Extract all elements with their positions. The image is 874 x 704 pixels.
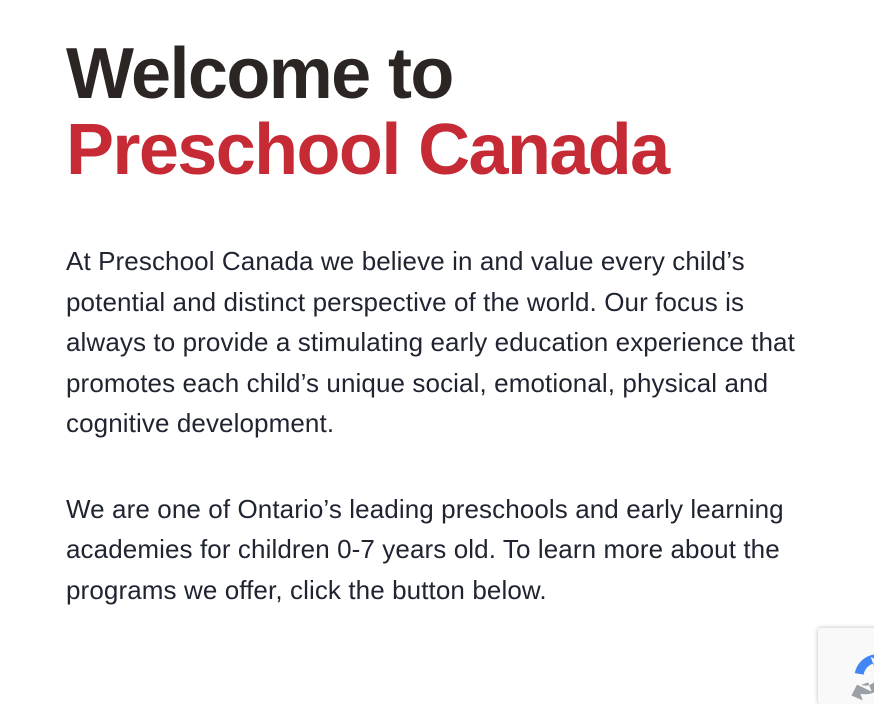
intro-paragraph-one: At Preschool Canada we believe in and value every child’s potential and distinct perspective of the world. Our focus is always to provide a stimulating early education experience that promotes each child’s unique social, emotional, physical and cognitive development. — [66, 246, 795, 438]
intro-body-copy — [66, 188, 806, 610]
page-title-line-welcome: Welcome to — [66, 34, 453, 114]
intro-paragraph-two: We are one of Ontario’s leading preschools and early learning academies for children 0-7 years old. To learn more about the programs we offer, click the button below. — [66, 493, 784, 605]
recaptcha-badge[interactable] — [818, 628, 874, 704]
hero-content — [66, 0, 806, 610]
page-title-line-brand: Preschool Canada — [66, 110, 669, 190]
recaptcha-logo-icon — [844, 646, 874, 702]
page-title — [66, 0, 806, 188]
